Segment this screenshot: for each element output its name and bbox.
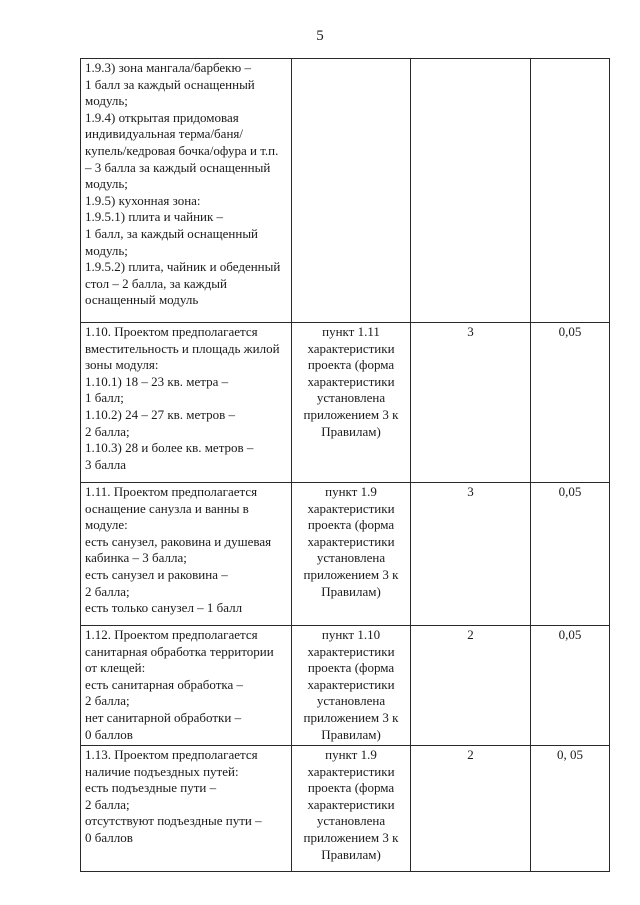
source-cell: пункт 1.11 характеристики проекта (форма характеристики установлена приложением 3 к Правилам)	[292, 323, 411, 483]
table-row	[81, 59, 610, 323]
weight-cell: 0,05	[531, 483, 610, 626]
max-score-cell: 3	[411, 323, 531, 483]
criterion-cell: 1.13. Проектом предполагается наличие подъездных путей: есть подъездные пути – 2 балла; отсутствуют подъездные пути – 0 баллов	[81, 746, 292, 872]
max-score-cell	[411, 59, 531, 323]
criterion-cell: 1.10. Проектом предполагается вместительность и площадь жилой зоны модуля: 1.10.1) 18 – 23 кв. метра – 1 балл; 1.10.2) 24 – 27 кв. метров – 2 балла; 1.10.3) 28 и более кв. метров – 3 балла	[81, 323, 292, 483]
criterion-cell: 1.9.3) зона мангала/барбекю – 1 балл за каждый оснащенный модуль; 1.9.4) открытая придомовая индивидуальная терма/баня/ купель/кедровая бочка/офура и т.п. – 3 балла за каждый оснащенный модуль; 1.9.5) кухонная зона: 1.9.5.1) плита и чайник – 1 балл, за каждый оснащенный модуль; 1.9.5.2) плита, чайник и обеденный стол – 2 балла, за каждый оснащенный модуль	[81, 59, 292, 323]
page-number: 5	[316, 28, 324, 44]
weight-cell	[531, 59, 610, 323]
source-cell: пункт 1.9 характеристики проекта (форма характеристики установлена приложением 3 к Правилам)	[292, 483, 411, 626]
table-row	[81, 323, 610, 483]
table-row	[81, 746, 610, 872]
criteria-table	[80, 58, 610, 872]
weight-cell: 0,05	[531, 626, 610, 746]
criterion-cell: 1.11. Проектом предполагается оснащение санузла и ванны в модуле: есть санузел, раковина и душевая кабинка – 3 балла; есть санузел и раковина – 2 балла; есть только санузел – 1 балл	[81, 483, 292, 626]
criterion-cell: 1.12. Проектом предполагается санитарная обработка территории от клещей: есть санитарная обработка – 2 балла; нет санитарной обработки – 0 баллов	[81, 626, 292, 746]
weight-cell: 0, 05	[531, 746, 610, 872]
weight-cell: 0,05	[531, 323, 610, 483]
max-score-cell: 3	[411, 483, 531, 626]
max-score-cell: 2	[411, 626, 531, 746]
table-row	[81, 626, 610, 746]
max-score-cell: 2	[411, 746, 531, 872]
source-cell: пункт 1.10 характеристики проекта (форма характеристики установлена приложением 3 к Правилам)	[292, 626, 411, 746]
source-cell	[292, 59, 411, 323]
source-cell: пункт 1.9 характеристики проекта (форма характеристики установлена приложением 3 к Правилам)	[292, 746, 411, 872]
table-row	[81, 483, 610, 626]
